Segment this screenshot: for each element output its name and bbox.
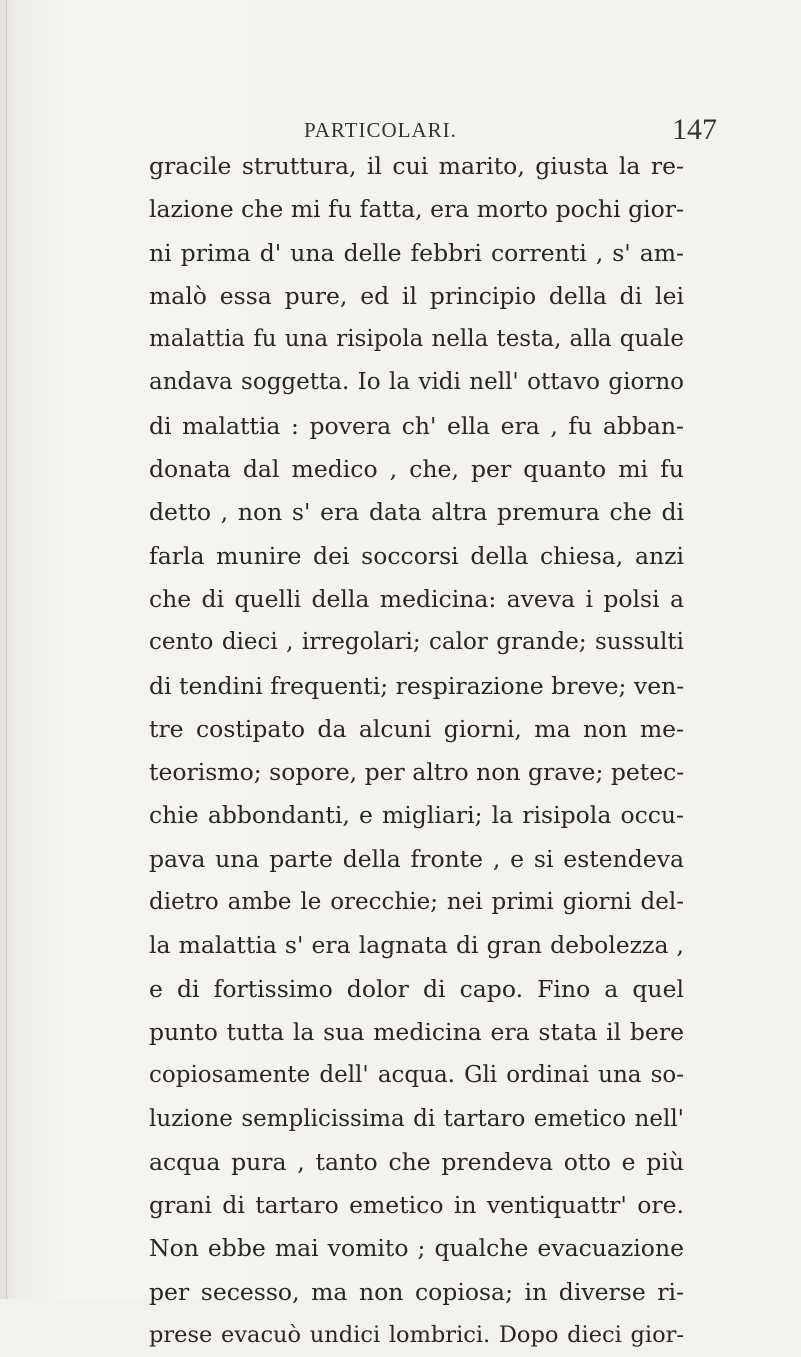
text-line: teorismo; sopore, per altro non grave; petec-: [149, 758, 685, 787]
text-line: lazione che mi fu fatta, era morto pochi gior-: [149, 195, 684, 224]
text-line: farla munire dei soccorsi della chiesa, anzi: [149, 541, 684, 570]
page-number: 147: [672, 113, 717, 146]
text-line: cento dieci , irregolari; calor grande; sussulti: [149, 629, 684, 656]
text-line: prese evacuò undici lombrici. Dopo dieci gior-: [149, 1322, 684, 1349]
text-line: e di fortissimo dolor di capo. Fino a quel: [149, 974, 684, 1003]
text-line: copiosamente dell' acqua. Gli ordinai una so-: [149, 1062, 684, 1089]
text-line: detto , non s' era data altra premura che di: [149, 498, 684, 527]
running-head: PARTICOLARI.: [304, 118, 457, 142]
text-line: tre costipato da alcuni giorni, ma non me-: [149, 714, 684, 743]
text-line: acqua pura , tanto che prendeva otto e più: [149, 1147, 684, 1176]
text-line: dietro ambe le orecchie; nei primi giorni del-: [149, 889, 684, 916]
text-line: la malattia s' era lagnata di gran debolezza ,: [149, 931, 684, 960]
text-line: ni prima d' una delle febbri correnti , s' am-: [149, 238, 684, 267]
text-line: pava una parte della fronte , e si estendeva: [149, 844, 684, 873]
page-binding-edge: [6, 0, 7, 1299]
body-text: [149, 145, 684, 1357]
text-line: per secesso, ma non copiosa; in diverse ri-: [149, 1277, 684, 1306]
text-line: malattia fu una risipola nella testa, alla quale: [149, 326, 684, 353]
text-line: grani di tartaro emetico in ventiquattr' ore.: [149, 1191, 684, 1220]
text-line: donata dal medico , che, per quanto mi fu: [149, 455, 684, 484]
text-line: di tendini frequenti; respirazione breve; ven-: [149, 671, 685, 700]
text-line: chie abbondanti, e migliari; la risipola occu-: [149, 801, 684, 830]
text-line: luzione semplicissima di tartaro emetico nell': [149, 1105, 684, 1132]
text-line: andava soggetta. Io la vidi nell' ottavo giorno: [149, 369, 684, 396]
text-line: che di quelli della medicina: aveva i polsi a: [149, 584, 684, 613]
text-line: malò essa pure, ed il principio della di lei: [149, 281, 684, 310]
text-line: gracile struttura, il cui marito, giusta la re-: [149, 152, 684, 180]
text-line: punto tutta la sua medicina era stata il bere: [149, 1017, 684, 1046]
text-line: Non ebbe mai vomito ; qualche evacuazione: [149, 1234, 684, 1263]
text-line: di malattia : povera ch' ella era , fu abban-: [149, 411, 684, 440]
